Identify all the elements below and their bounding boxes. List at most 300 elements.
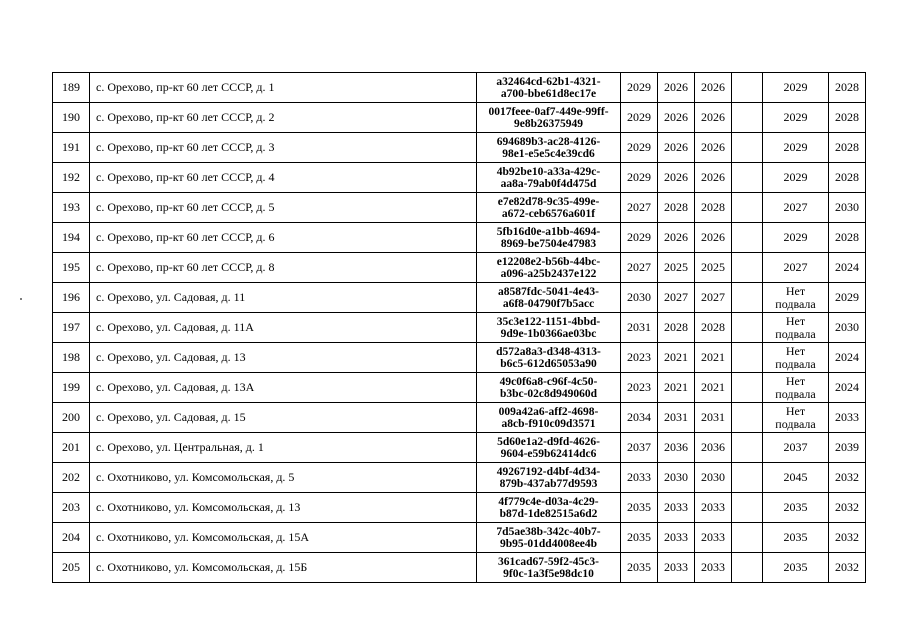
year-cell-2	[658, 433, 695, 463]
row-number-text: 202	[62, 470, 80, 484]
year-cell-4	[732, 133, 763, 163]
year-cell-6-text: 2024	[835, 380, 859, 394]
year-cell-1	[621, 373, 658, 403]
year-cell-4	[732, 283, 763, 313]
year-cell-1-text: 2027	[627, 260, 651, 274]
year-cell-3-text: 2033	[701, 500, 725, 514]
year-cell-5	[763, 313, 829, 343]
year-cell-5	[763, 223, 829, 253]
year-cell-1	[621, 343, 658, 373]
year-cell-5-text: 2045	[783, 470, 808, 484]
year-cell-1-text: 2033	[627, 470, 651, 484]
table-body	[53, 73, 866, 583]
guid-cell	[477, 343, 621, 373]
address-cell	[90, 463, 477, 493]
year-cell-6	[829, 523, 866, 553]
year-cell-1-text: 2029	[627, 80, 651, 94]
year-cell-1	[621, 193, 658, 223]
year-cell-5-text: 2029	[783, 80, 808, 94]
address-cell	[90, 103, 477, 133]
table-row	[53, 133, 866, 163]
year-cell-5-text: 2029	[783, 230, 808, 244]
year-cell-2-text: 2030	[664, 470, 688, 484]
address-cell-text: с. Орехово, ул. Центральная, д. 1	[96, 440, 264, 454]
row-number-text: 192	[62, 170, 80, 184]
year-cell-1	[621, 313, 658, 343]
row-number	[53, 433, 90, 463]
guid-cell-text: e7e82d78-9c35-499e-	[497, 195, 600, 208]
year-cell-1	[621, 223, 658, 253]
year-cell-6-text: 2032	[835, 560, 859, 574]
year-cell-4	[732, 373, 763, 403]
year-cell-2	[658, 133, 695, 163]
guid-cell	[477, 553, 621, 583]
year-cell-1-text: 2035	[627, 560, 651, 574]
year-cell-1	[621, 553, 658, 583]
guid-cell	[477, 223, 621, 253]
year-cell-5-text: подвала	[775, 356, 816, 371]
row-number-text: 191	[62, 140, 80, 154]
year-cell-5	[763, 403, 829, 433]
year-cell-5-text: Нет	[785, 403, 806, 418]
year-cell-3-text: 2028	[701, 320, 725, 334]
year-cell-2	[658, 313, 695, 343]
year-cell-6-text: 2030	[835, 320, 859, 334]
year-cell-1-text: 2029	[627, 110, 651, 124]
guid-cell	[477, 493, 621, 523]
guid-cell-text: 9d9e-1b0366ae03bc	[500, 327, 597, 340]
year-cell-1-text: 2031	[627, 320, 651, 334]
year-cell-3	[695, 493, 732, 523]
year-cell-3	[695, 163, 732, 193]
row-number-text: 195	[62, 260, 80, 274]
year-cell-4	[732, 433, 763, 463]
year-cell-5-text: 2037	[783, 440, 808, 454]
table-row	[53, 343, 866, 373]
guid-cell-text: b87d-1de82515a6d2	[499, 507, 598, 520]
year-cell-5	[763, 163, 829, 193]
year-cell-1-text: 2030	[627, 290, 651, 304]
year-cell-5-text: подвала	[775, 326, 816, 341]
year-cell-2	[658, 493, 695, 523]
address-cell	[90, 373, 477, 403]
year-cell-3-text: 2026	[701, 170, 725, 184]
year-cell-6	[829, 193, 866, 223]
address-cell	[90, 283, 477, 313]
row-number-text: 204	[62, 530, 80, 544]
guid-cell-text: 9e8b26375949	[514, 117, 583, 130]
year-cell-1-text: 2029	[627, 170, 651, 184]
row-number-text: 199	[62, 380, 80, 394]
year-cell-1	[621, 283, 658, 313]
guid-cell-text: 694689b3-ac28-4126-	[496, 135, 601, 148]
row-number-text: 201	[62, 440, 80, 454]
year-cell-1-text: 2029	[627, 230, 651, 244]
guid-cell-text: 35c3e122-1151-4bbd-	[496, 315, 601, 328]
year-cell-6-text: 2028	[835, 230, 859, 244]
address-cell	[90, 433, 477, 463]
year-cell-4	[732, 553, 763, 583]
table-row	[53, 283, 866, 313]
address-cell-text: с. Орехово, пр-кт 60 лет СССР, д. 6	[96, 230, 275, 244]
address-cell-text: с. Охотниково, ул. Комсомольская, д. 15А	[96, 530, 310, 544]
year-cell-2	[658, 523, 695, 553]
year-cell-4	[732, 523, 763, 553]
address-cell-text: с. Орехово, ул. Садовая, д. 13	[96, 350, 246, 364]
row-number-text: 200	[62, 410, 80, 424]
guid-cell-text: 7d5ae38b-342c-40b7-	[496, 525, 601, 538]
year-cell-4	[732, 463, 763, 493]
address-cell	[90, 523, 477, 553]
address-cell	[90, 193, 477, 223]
year-cell-3	[695, 373, 732, 403]
year-cell-6-text: 2032	[835, 530, 859, 544]
guid-cell-text: a096-a25b2437e122	[500, 267, 597, 280]
year-cell-2	[658, 73, 695, 103]
year-cell-2	[658, 373, 695, 403]
year-cell-3	[695, 313, 732, 343]
guid-cell	[477, 403, 621, 433]
year-cell-2	[658, 163, 695, 193]
year-cell-5	[763, 433, 829, 463]
row-number-text: 189	[62, 80, 80, 94]
year-cell-3	[695, 253, 732, 283]
year-cell-1-text: 2029	[627, 140, 651, 154]
year-cell-1	[621, 103, 658, 133]
table-row	[53, 493, 866, 523]
row-number-text: 194	[62, 230, 80, 244]
year-cell-5-text: Нет	[785, 313, 806, 328]
year-cell-3-text: 2021	[701, 380, 725, 394]
year-cell-2-text: 2021	[664, 380, 688, 394]
table-row	[53, 103, 866, 133]
year-cell-5	[763, 493, 829, 523]
address-cell-text: с. Орехово, пр-кт 60 лет СССР, д. 4	[96, 170, 275, 184]
year-cell-2	[658, 283, 695, 313]
row-number	[53, 373, 90, 403]
year-cell-6-text: 2028	[835, 80, 859, 94]
year-cell-6-text: 2024	[835, 260, 859, 274]
year-cell-2-text: 2033	[664, 530, 688, 544]
year-cell-3	[695, 433, 732, 463]
stray-mark	[20, 298, 22, 300]
guid-cell	[477, 193, 621, 223]
year-cell-2-text: 2033	[664, 500, 688, 514]
guid-cell-text: a6f8-04790f7b5acc	[502, 297, 595, 310]
year-cell-5-text: подвала	[775, 386, 816, 401]
year-cell-2	[658, 343, 695, 373]
year-cell-3-text: 2026	[701, 110, 725, 124]
year-cell-2-text: 2026	[664, 110, 688, 124]
year-cell-1-text: 2023	[627, 380, 651, 394]
year-cell-6	[829, 403, 866, 433]
address-cell-text: с. Орехово, ул. Садовая, д. 13А	[96, 380, 255, 394]
year-cell-5-text: Нет	[785, 373, 806, 388]
year-cell-1	[621, 493, 658, 523]
year-cell-5	[763, 73, 829, 103]
guid-cell	[477, 133, 621, 163]
year-cell-2-text: 2028	[664, 320, 688, 334]
table-row	[53, 253, 866, 283]
row-number	[53, 103, 90, 133]
address-cell-text: с. Охотниково, ул. Комсомольская, д. 15Б	[96, 560, 308, 574]
year-cell-1	[621, 403, 658, 433]
year-cell-5-text: подвала	[775, 416, 816, 431]
year-cell-5	[763, 463, 829, 493]
row-number-text: 198	[62, 350, 80, 364]
year-cell-4	[732, 403, 763, 433]
address-cell	[90, 223, 477, 253]
year-cell-1-text: 2034	[627, 410, 651, 424]
guid-cell	[477, 283, 621, 313]
year-cell-1	[621, 433, 658, 463]
row-number-text: 197	[62, 320, 80, 334]
year-cell-6	[829, 433, 866, 463]
year-cell-1-text: 2023	[627, 350, 651, 364]
year-cell-3	[695, 283, 732, 313]
year-cell-2-text: 2028	[664, 200, 688, 214]
guid-cell-text: 9b95-01dd4008ee4b	[499, 537, 598, 550]
year-cell-2-text: 2027	[664, 290, 688, 304]
row-number	[53, 133, 90, 163]
year-cell-1-text: 2037	[627, 440, 651, 454]
year-cell-1	[621, 133, 658, 163]
year-cell-2-text: 2026	[664, 170, 688, 184]
year-cell-3-text: 2025	[701, 260, 725, 274]
year-cell-6	[829, 283, 866, 313]
guid-cell-text: a700-bbe61d8ec17e	[500, 87, 597, 100]
year-cell-6-text: 2028	[835, 170, 859, 184]
address-cell-text: с. Орехово, ул. Садовая, д. 11	[96, 290, 246, 304]
year-cell-3-text: 2036	[701, 440, 725, 454]
year-cell-6-text: 2028	[835, 110, 859, 124]
year-cell-2-text: 2031	[664, 410, 688, 424]
year-cell-6-text: 2032	[835, 500, 859, 514]
year-cell-3	[695, 523, 732, 553]
row-number	[53, 463, 90, 493]
address-cell-text: с. Орехово, пр-кт 60 лет СССР, д. 8	[96, 260, 275, 274]
year-cell-5	[763, 193, 829, 223]
year-cell-6	[829, 73, 866, 103]
guid-cell-text: a8587fdc-5041-4e43-	[498, 285, 599, 298]
year-cell-3	[695, 343, 732, 373]
address-cell	[90, 163, 477, 193]
year-cell-5	[763, 373, 829, 403]
year-cell-3	[695, 103, 732, 133]
guid-cell-text: b3bc-02c8d949060d	[499, 387, 598, 400]
year-cell-2	[658, 553, 695, 583]
year-cell-6	[829, 223, 866, 253]
year-cell-6-text: 2029	[835, 290, 859, 304]
year-cell-2-text: 2025	[664, 260, 688, 274]
row-number-text: 203	[62, 500, 80, 514]
guid-cell	[477, 163, 621, 193]
year-cell-2	[658, 223, 695, 253]
row-number-text: 190	[62, 110, 80, 124]
year-cell-6	[829, 493, 866, 523]
year-cell-3	[695, 463, 732, 493]
address-cell-text: с. Орехово, пр-кт 60 лет СССР, д. 1	[96, 80, 275, 94]
row-number-text: 205	[62, 560, 80, 574]
year-cell-3-text: 2026	[701, 140, 725, 154]
year-cell-5	[763, 343, 829, 373]
address-cell-text: с. Орехово, ул. Садовая, д. 11А	[96, 320, 254, 334]
year-cell-1	[621, 523, 658, 553]
guid-cell-text: 8969-be7504e47983	[500, 237, 597, 250]
guid-cell	[477, 523, 621, 553]
row-number	[53, 493, 90, 523]
year-cell-3-text: 2033	[701, 530, 725, 544]
year-cell-3-text: 2030	[701, 470, 725, 484]
guid-cell	[477, 433, 621, 463]
guid-cell-text: 9f0c-1a3f5e98dc10	[503, 567, 594, 580]
year-cell-4	[732, 343, 763, 373]
guid-cell	[477, 253, 621, 283]
guid-cell-text: 5d60e1a2-d9fd-4626-	[497, 435, 600, 448]
address-cell-text: с. Орехово, ул. Садовая, д. 15	[96, 410, 246, 424]
year-cell-5	[763, 253, 829, 283]
year-cell-6	[829, 163, 866, 193]
year-cell-6-text: 2032	[835, 470, 859, 484]
guid-cell-text: e12208e2-b56b-44bc-	[496, 255, 601, 268]
year-cell-6	[829, 343, 866, 373]
address-cell-text: с. Орехово, пр-кт 60 лет СССР, д. 3	[96, 140, 275, 154]
year-cell-6-text: 2033	[835, 410, 859, 424]
row-number	[53, 283, 90, 313]
table-row	[53, 433, 866, 463]
table-row	[53, 223, 866, 253]
guid-cell-text: a8cb-f910c09d3571	[501, 417, 596, 430]
year-cell-3	[695, 193, 732, 223]
year-cell-2-text: 2026	[664, 140, 688, 154]
year-cell-1-text: 2035	[627, 530, 651, 544]
year-cell-6-text: 2028	[835, 140, 859, 154]
row-number	[53, 313, 90, 343]
table-row	[53, 73, 866, 103]
year-cell-5	[763, 103, 829, 133]
year-cell-5	[763, 553, 829, 583]
year-cell-3-text: 2033	[701, 560, 725, 574]
year-cell-1	[621, 463, 658, 493]
table-row	[53, 163, 866, 193]
guid-cell-text: 0017feee-0af7-449e-99ff-	[488, 105, 609, 118]
guid-cell-text: 49c0f6a8-c96f-4c50-	[499, 375, 598, 388]
guid-cell-text: d572a8a3-d348-4313-	[496, 345, 601, 358]
guid-cell-text: a32464cd-62b1-4321-	[496, 75, 601, 88]
year-cell-5-text: 2035	[783, 560, 808, 574]
year-cell-5-text: 2035	[783, 500, 808, 514]
guid-cell-text: b6c5-612d65053a90	[500, 357, 597, 370]
address-cell-text: с. Орехово, пр-кт 60 лет СССР, д. 5	[96, 200, 275, 214]
year-cell-1	[621, 73, 658, 103]
year-cell-3-text: 2031	[701, 410, 725, 424]
year-cell-2	[658, 463, 695, 493]
year-cell-6-text: 2030	[835, 200, 859, 214]
year-cell-3-text: 2028	[701, 200, 725, 214]
year-cell-2-text: 2026	[664, 230, 688, 244]
row-number	[53, 193, 90, 223]
year-cell-4	[732, 193, 763, 223]
year-cell-3-text: 2027	[701, 290, 725, 304]
year-cell-6	[829, 463, 866, 493]
year-cell-2	[658, 103, 695, 133]
year-cell-4	[732, 493, 763, 523]
table-row	[53, 553, 866, 583]
row-number	[53, 553, 90, 583]
guid-cell-text: 5fb16d0e-a1bb-4694-	[496, 225, 601, 238]
guid-cell	[477, 463, 621, 493]
year-cell-6	[829, 103, 866, 133]
year-cell-5	[763, 133, 829, 163]
year-cell-5-text: 2029	[783, 110, 808, 124]
year-cell-5-text: Нет	[785, 283, 806, 298]
row-number	[53, 163, 90, 193]
table-row	[53, 463, 866, 493]
guid-cell	[477, 103, 621, 133]
year-cell-2-text: 2026	[664, 80, 688, 94]
year-cell-4	[732, 103, 763, 133]
year-cell-6	[829, 313, 866, 343]
year-cell-5-text: 2035	[783, 530, 808, 544]
year-cell-3	[695, 133, 732, 163]
guid-cell-text: aa8a-79ab0f4d475d	[500, 177, 597, 190]
table-row	[53, 313, 866, 343]
year-cell-4	[732, 313, 763, 343]
address-cell-text: с. Охотниково, ул. Комсомольская, д. 13	[96, 500, 301, 514]
table-row	[53, 373, 866, 403]
year-cell-3-text: 2021	[701, 350, 725, 364]
year-cell-5-text: 2029	[783, 140, 808, 154]
guid-cell-text: 98e1-e5e5c4e39cd6	[502, 147, 595, 160]
buildings-table	[52, 72, 866, 583]
year-cell-5	[763, 523, 829, 553]
year-cell-3	[695, 73, 732, 103]
year-cell-1	[621, 253, 658, 283]
year-cell-4	[732, 163, 763, 193]
guid-cell-text: 879b-437ab77d9593	[499, 477, 598, 490]
year-cell-5-text: Нет	[785, 343, 806, 358]
year-cell-3-text: 2026	[701, 230, 725, 244]
table-row	[53, 193, 866, 223]
row-number	[53, 73, 90, 103]
year-cell-5	[763, 283, 829, 313]
year-cell-4	[732, 253, 763, 283]
table-row	[53, 403, 866, 433]
year-cell-6	[829, 373, 866, 403]
address-cell	[90, 343, 477, 373]
year-cell-3	[695, 553, 732, 583]
year-cell-3-text: 2026	[701, 80, 725, 94]
address-cell-text: с. Орехово, пр-кт 60 лет СССР, д. 2	[96, 110, 275, 124]
row-number	[53, 403, 90, 433]
year-cell-5-text: подвала	[775, 296, 816, 311]
year-cell-2-text: 2033	[664, 560, 688, 574]
address-cell	[90, 553, 477, 583]
year-cell-3	[695, 223, 732, 253]
year-cell-1-text: 2035	[627, 500, 651, 514]
year-cell-6	[829, 253, 866, 283]
guid-cell-text: 4f779c4e-d03a-4c29-	[498, 495, 599, 508]
row-number	[53, 223, 90, 253]
row-number	[53, 523, 90, 553]
year-cell-5-text: 2029	[783, 170, 808, 184]
year-cell-2	[658, 253, 695, 283]
year-cell-2	[658, 403, 695, 433]
guid-cell	[477, 313, 621, 343]
year-cell-4	[732, 73, 763, 103]
guid-cell	[477, 73, 621, 103]
year-cell-1	[621, 163, 658, 193]
